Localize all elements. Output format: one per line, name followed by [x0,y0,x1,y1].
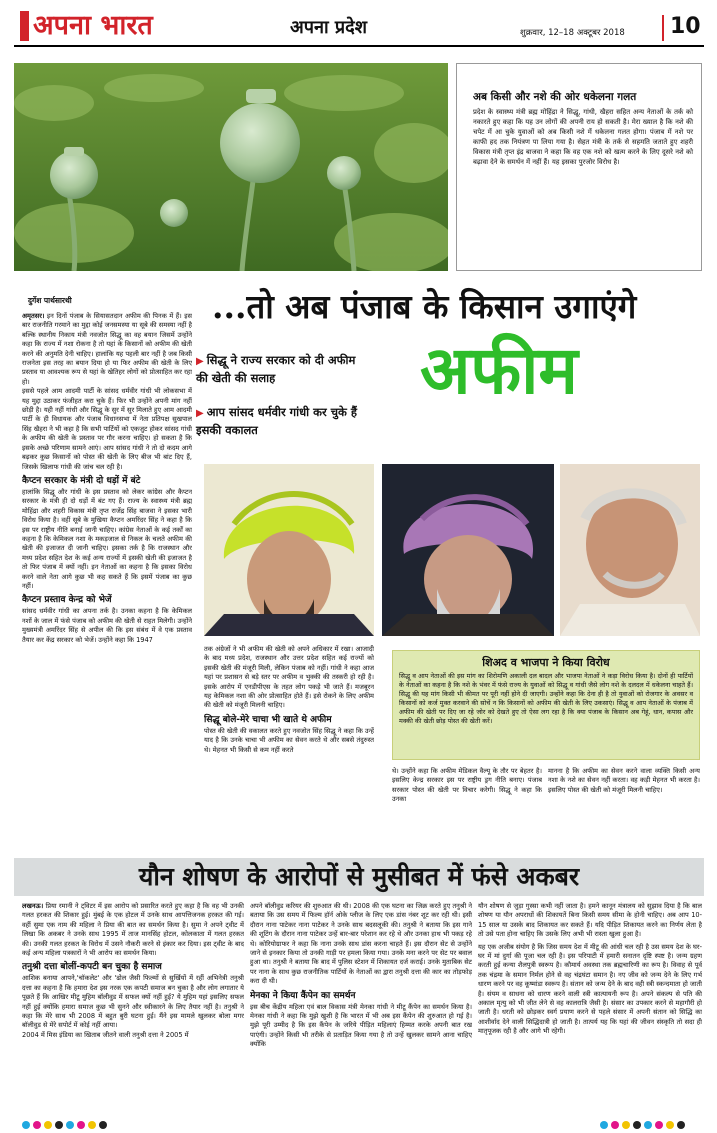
subhead-maneka: मेनका ने किया कैंपेन का समर्थन [250,990,356,1001]
subhead-send-proposal: कैप्टन प्रस्ताव केन्द्र को भेजें [22,595,112,606]
opposition-box [392,650,700,760]
footer-dot [633,1121,641,1129]
footer-dot [55,1121,63,1129]
footer-dot [22,1121,30,1129]
second-col-1: लखनऊ। प्रिया रमानी ने ट्विटर में इस आरोप को प्रसारित करते हुए कहा है कि वह भी उनकी गलत हरकत की शिकार हुई। मुंबई के एक होटल में उनके साथ आपत्तिजनक हरकत की गई। वहीं सुमा एक नाम की महिला ने प्रिया की बात का समर्थन किया है। सुमा ने अपने ट्वीट में लिखा कि अकबर ने उनके साथ 1995 में ताज मानसिंह होटल, कोलकाता में गलत हरकत की। उनकी गलत हरकत के विरोध में उसने नौकरी करने से इंकार कर दिया। इस ट्वीट के बाद कई अन्य महिला पत्रकारों ने भी आरोप का समर्थन किया। तनुश्री दत्ता बोलीं-कपटी बन चुका है समाज आशिक बनाया आपने,'चॉकलेट' और 'ढोल जैसी फिल्मों से सुर्खियों में रहीं अभिनेत्री तनुश्री दत्ता का कहना है कि हमारा देश इस नरक एक कपटी समाज बन चुका है और लोग लगातार ये पूछते हैं कि आखिर मीटू मुहिम बॉलीवुड में सफल क्यों नहीं हुई? ये मुहिम यहां इसलिए सफल नहीं हुई क्योंकि हमारा समाज कुछ भी सुनने और स्वीकारने के लिए तैयार नहीं है। तनुश्री ने कहा कि मेरे साथ भी 2008 में बहुत बुरी घटना हुई। मैंने इस मामले खुलकर बोला मगर बॉलीवुड से मेरे सपोर्ट में कोई नहीं आया। 2004 में मिस इंडिया का खिताब जीतने वाली तनुश्री दत्ता ने 2005 में [22,902,244,1039]
page-number: 10 [670,14,701,39]
footer-dot [66,1121,74,1129]
second-headline: यौन शोषण के आरोपों से मुसीबत में फंसे अकबर [138,862,580,891]
brand-logo-bar [20,11,29,41]
footer-dot [33,1121,41,1129]
main-headline: ...तो अब पंजाब के किसान उगाएंगे [212,287,637,326]
footer-dot [677,1121,685,1129]
footer-dot [666,1121,674,1129]
subhead-cabinet-split: कैप्टन सरकार के मंत्री दो धड़ों में बंटे [22,475,141,486]
arrow-right-icon: ▶ [196,356,204,367]
sidhu-photo [204,464,374,636]
bullet-2: ▶ आप सांसद धर्मवीर गांधी कर चुके हैं इसकी वकालत [196,405,357,437]
footer-color-dots-left [22,1114,110,1124]
byline: दुर्गेश पार्थसारथी [28,296,72,305]
bullet-1: ▶ सिद्धू ने राज्य सरकार को दी अफीम की खेती की सलाह [196,353,356,385]
main-col-2: तक अंग्रेजों ने भी अफीम की खेती को अपने अधिकार में रखा। आजादी के बाद मध्य प्रदेश, राजस्थान और उत्तर प्रदेश सहित कई राज्यों को इसकी खेती की मंजूरी मिली, लेकिन पंजाब को नहीं। गांधी ने कहा आज यहां पर प्रशासन से बड़े स्तर पर अफीम व भुक्की की तस्करी हो रही है। इसके आरोप में एनडीपीएस के तहत लोग पकड़े भी जाते हैं। मजबूरन यह केमिकल नशा की ओर प्रोत्साहित होते हैं। इसे रोकने के लिए अफीम की खेती को मंजूरी मिलनी चाहिए। सिद्धू बोले-मेरे चाचा भी खाते थे अफीम पोस्त की खेती की वकालत करते हुए नवजोत सिंह सिद्धू ने कहा कि उन्हें याद है कि उनके चाचा भी अफीम का सेवन करते थे और सबसे तंदुरुस्त थे। मेहनत भी किसी से कम नहीं करते [204,645,374,754]
footer-dot [644,1121,652,1129]
second-col-3: यौन शोषण से जुड़ा गुस्सा कभी नहीं जाता है। हमने कानून मंत्रालय को सुझाव दिया है कि बाल शोषण या यौन अपराधों की शिकायतें बिना किसी समय सीमा के होनी चाहिए। अब आप 10-15 साल या उसके बाद शिकायत कर सकते हैं। यदि पीड़ित शिकायत करने का निर्णय लेता है तो उसे पता होना चाहिए कि उसके लिए अभी भी रास्ता खुला हुआ है। यह एक अजीब संयोग है कि जिस समय देश में मीटू की आंधी चल रही है उस समय देश के घर-घर में मां दुर्गा की पूजा चल रही है। इस परिपाटी में हमारी सनातन दृष्टि स्पष्ट है। जन्म ग्रहण करती हुई कन्या शैलपुत्री स्वरूप है। कौमार्य अवस्था तक ब्रह्मचारिणी का रूप है। विवाह से पूर्व तक चंद्रमा के समान निर्मल होने से वह चंद्रघंटा समान है। नए जीव को जन्म देने के लिए गर्भ धारण करने पर वह कूष्मांडा स्वरूप है। संतान को जन्म देने के बाद वही स्त्री स्कन्दमाता हो जाती है। संयम व साधना को धारण करने वाली स्त्री कात्यायनी रूप है। अपने संकल्प से पति की अकाल मृत्यु को भी जीत लेने से वह कालरात्रि जैसी है। संसार का उपकार करने से महागौरी हो जाती है। धरती को छोड़कर स्वर्ग प्रयाण करने से पहले संसार में अपनी संतान को सिद्धि का आशीर्वाद देने वाली सिद्धिदात्री हो जाती है। तात्पर्य यह कि यहां की जीवन संस्कृति तो सदा ही मातृपूजक रही है और आगे भी रहेगी। [478,902,702,1036]
second-col-2: अपने बॉलीवुड करियर की शुरुआत की थी। 2008 की एक घटना का जिक्र करते हुए तनुश्री ने बताया कि उस समय में फिल्म हॉर्न ओके प्लीज के लिए एक डांस नंबर शूट कर रही थी। इसी दौरान नाना पाटेकर नाना पाटेकर ने उनके साथ बदसलूकी की। तनुश्री ने बताया कि इस गाने की शूटिंग के दौरान नाना पाटेकर उन्हें बार-बार परेशान कर रहे थे और उनका हाथ भी पकड़ रहे थे। कोरियोग्राफर ने कहा कि नाना उनके साथ डांस करना चाहते हैं। इस दौरान सेट से उन्होंने जाने से इनकार किया तो उनकी गाड़ी पर हमला किया गया। उनके मना करने पर सेट पर बवाल हुआ था। तनुश्री ने बताया कि बाद में पुलिस स्टेशन में शिकायत दर्ज कराई। उनके मुताबिक सेट पर नाना के साथ कुछ राजनीतिक पार्टियों के नेताओं का द्वारा तनुश्री दत्ता की कार का तोड़फोड़ करा दी थी। मेनका ने किया कैंपेन का समर्थन इस बीच केंद्रीय महिला एवं बाल विकास मंत्री मेनका गांधी ने मीटू कैंपेन का समर्थन किया है। मेनका गांधी ने कहा कि मुझे खुशी है कि भारत में भी अब इस कैंपेन की शुरुआत हो गई है। मुझे पूरी उम्मीद है कि इस कैंपेन के जरिये पीड़ित महिलाएं हिम्मत करके अपनी बात रख पाएंगी। उन्होंने किसी भी तरीके से प्रताड़ित किया गया है तो उन्हें खुलकर सामने आना चाहिए क्योंकि [250,902,472,1049]
opposition-box-title: शिअद व भाजपा ने किया विरोध [482,656,610,669]
footer-dot [44,1121,52,1129]
headline-big-word: अफीम [420,331,578,409]
top-box-title: अब किसी और नशे की ओर धकेलना गलत [473,91,637,103]
footer-dot [77,1121,85,1129]
header-rule [14,45,704,47]
top-sidebar-box [456,63,702,271]
poppy-field-photo [14,63,448,271]
footer-dot [655,1121,663,1129]
page-number-divider [662,15,664,41]
main-col-1: अमृतसर। इन दिनों पंजाब के सियासतदान अफीम की पिनक में हैं। इस बार राजनीति गरमाने का मुद्दा कोई जनसमस्या या सूबे की समस्या नहीं है बल्कि स्थानीय निकाय मंत्री नवजोत सिद्धू का वह बयान जिसमें उन्होंने कहा कि राज्य में नशा रोकना है तो यहां के किसानों को अफीम की खेती करने की अनुमति देनी चाहिए। हालांकि यह पहली बार नहीं है जब किसी राजनेता इस तरह का बयान दिया हो या फिर अफीम की खेती के लिए प्रस्ताव या आवश्यक रूप से यहां के खेतिहर लोगों को प्रोत्साहित कर रहा हो। इससे पहले आम आदमी पार्टी के सांसद धर्मवीर गांधी भी लोकसभा में यह मुद्दा उठाकर फंजीहत करा चुके हैं। फिर भी उन्होंने अपनी मांग नहीं छोड़ी है। यही नहीं गांधी और सिद्धू के सुर में सुर मिलाते हुए आम आदमी पार्टी के ही विधायक और पंजाब विधानसभा में नेता प्रतिपक्ष सुखपाल सिंह खैहरा ने भी कहा है कि सभी पार्टियों को एकजुट होकर सांसद गांधी के अफीम की खेती के प्रस्ताव पर गौर करना चाहिए। हो सकता है कि इसके अच्छे परिणाम सामने आएं। आप सांसद गांधी ने तो दो कदम आगे बढ़कर कुछ किसानों को पोस्त की खेती के लिए बीज भी बांट दिए हैं, जिसके खिलाफ गांधी की जांच चल रही है। कैप्टन सरकार के मंत्री दो धड़ों में बंटे हालांकि सिद्धू और गांधी के इस प्रस्ताव को लेकर कांग्रेस और कैप्टन सरकार के मंत्री ही दो धड़ों में बंट गए हैं। राज्य के स्वास्थ्य मंत्री ब्रह्म मोहिंद्रा और शहरी विकास मंत्री तृप्त राजेंद्र सिंह बाजवा ने इसका भारी विरोध किया है। वहीं सूबे के मुखिया कैप्टन अमरिंदर सिंह ने कहा है कि इस पर राष्ट्रीय नीति बनाई जानी चाहिए। कांग्रेस नेताओं के कई तर्कों का कहना है कि केमिकल नशा के मकड़जाल से निकल के चलते अफीम की खेती की इजाजत दी जानी चाहिए। इसका तर्क है कि राजस्थान और मध्य प्रदेश सहित देश के कई अन्य राज्यों में इसकी खेती की इजाजत है तो फिर पंजाब में क्यों नहीं। इन नेताओं का कहना है कि इसका विरोध करने वाले नेता आगे कुछ भी कह सकते हैं कि इसमें पंजाब का कुछ नहीं। कैप्टन प्रस्ताव केन्द्र को भेजें सांसद धर्मवीर गांधी का अपना तर्क है। उनका कहना है कि केमिकल नशों के जाल में फंसे पंजाब को अफीम की खेती से राहत मिलेगी। उन्होंने मुख्यमंत्री अमरिंदर सिंह से अपील की कि इस संबंध में वे एक प्रस्ताव तैयार कर केंद्र सरकार को भेजें। उन्होंने कहा कि 1947 [22,312,192,644]
footer-dot [88,1121,96,1129]
footer-dot [600,1121,608,1129]
brand-logo: अपना भारत [33,10,153,41]
subhead-sidhu-uncle: सिद्धू बोले-मेरे चाचा भी खाते थे अफीम [204,714,332,725]
issue-date: शुक्रवार, 12–18 अक्टूबर 2018 [520,28,625,38]
dateline: अमृतसर। [22,312,45,320]
section-title: अपना प्रदेश [290,17,367,38]
main-col-3: थे। उन्होंने कहा कि अफीम मेडिकल वैल्यू के तौर पर बेहतर है। इसलिए केन्द्र सरकार इस पर राष्ट्रीय ड्रग नीति बनाए। पंजाब सरकार पोस्त की खेती पर विचार करेगी। सिद्धू ने कहा कि उनका [392,767,542,804]
footer-dot [99,1121,107,1129]
arrow-right-icon: ▶ [196,408,204,419]
dateline: लखनऊ। [22,902,44,910]
footer-color-dots-right [600,1114,688,1124]
footer-dot [611,1121,619,1129]
main-col-4: मानना है कि अफीम का सेवन करने वाला व्यक्ति किसी अन्य नशा के नशे का सेवन नहीं करता। वह कड़ी मेहनत भी करता है। इसलिए पोस्त की खेती को मंजूरी मिलनी चाहिए। [548,767,700,794]
amarinder-photo [382,464,554,636]
masthead [0,0,717,52]
footer-dot [622,1121,630,1129]
gandhi-photo [560,464,700,636]
subhead-tanushree: तनुश्री दत्ता बोलीं-कपटी बन चुका है समाज [22,962,162,973]
top-box-body: प्रदेश के स्वास्थ्य मंत्री ब्रह्म मोहिंद्रा ने सिद्धू, गांधी, खैहरा सहित अन्य नेताओं के तर्क को नकारते हुए कहा कि यह उन लोगों की अपनी राय हो सकती है। मेरा ख्याल है कि नशे की चपेट में आ चुके युवाओं को अब किसी नशे में धकेलना गलत होगा। पंजाब में नशे पर काफी हद तक नियंत्रण पा लिया गया है। सेहत मंत्री के तर्क से सहमति जताते हुए शहरी विकास मंत्री तृप्त इंद्र बाजवा ने कहा कि वह एक नशे को खत्म करने के लिए दूसरे नशे को बढ़ावा देने के समर्थन में नहीं हैं। यह इसका पुरजोर विरोध है। [473,108,693,166]
opposition-box-body: सिद्धू व आप नेताओं की इस मांग का शिरोमणि अकाली दल बादल और भाजपा नेताओं ने कड़ा विरोध किया है। दोनों ही पार्टियों के नेताओं का कहना है कि नशे के भंवर में फंसे राज्य के युवाओं को सिद्धू व गांधी जैसे लोग नशे के दलदल में धकेलना चाहते हैं। सिद्धू की यह मांग किसी भी कीमत पर पूरी नहीं होने दी जाएगी। उन्होंने कहा कि देना ही है तो युवाओं को रोजगार के अवसर व किसानों को कर्ज मुक्त करवाने की सोचें न कि किसानों को अफीम की खेती के लिए उकसाएं। सिद्धू व आप नेताओं के पंजाब में अफीम की खेती पर दिए जा रहे जोर को देखते हुए तो ऐसा लग रहा है कि क्या पंजाब के किसान अब गेहूं, धान, कपास और मक्की की खेती छोड़ पोस्त की खेती करें। [399,672,693,725]
